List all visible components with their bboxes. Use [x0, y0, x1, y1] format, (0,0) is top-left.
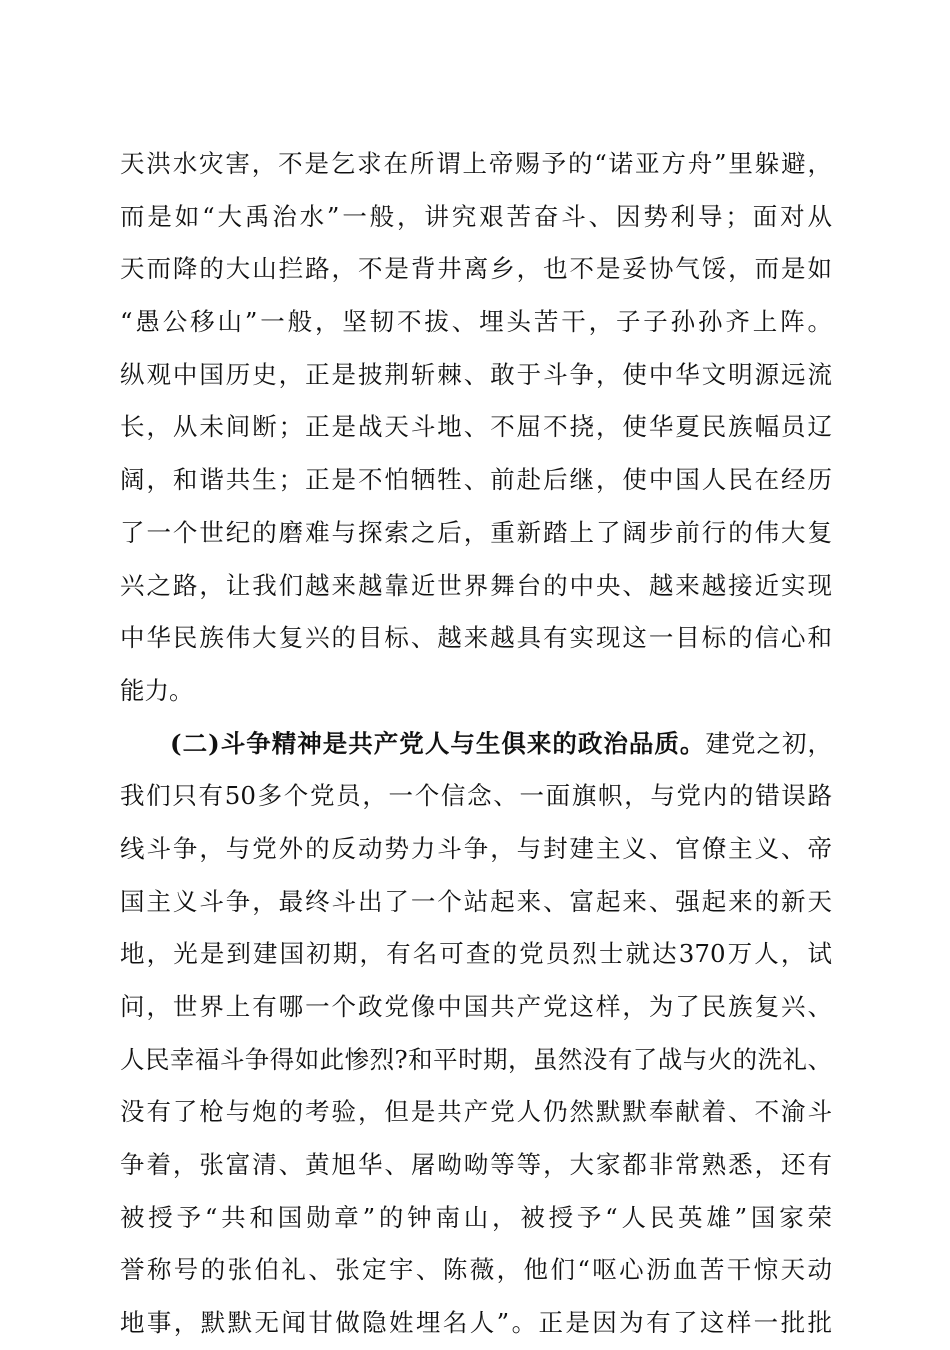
text-line: 而是如“大禹治水”一般，讲究艰苦奋斗、因势利导；面对从	[120, 201, 832, 231]
text-line: “愚公移山”一般，坚韧不拔、埋头苦干，子子孙孙齐上阵。	[120, 307, 832, 337]
text-line: 中华民族伟大复兴的目标、越来越具有实现这一目标的信心和	[120, 623, 832, 653]
text-line: 争着，张富清、黄旭华、屠呦呦等等，大家都非常熟悉，还有	[120, 1150, 832, 1180]
text-line: 地事，默默无闻甘做隐姓埋名人”。正是因为有了这样一批批	[120, 1308, 832, 1338]
text-line: 阔，和谐共生；正是不怕牺牲、前赴后继，使中国人民在经历	[120, 465, 832, 495]
text-line: 人民幸福斗争得如此惨烈?和平时期，虽然没有了战与火的洗礼、	[120, 1044, 832, 1074]
text-line: 没有了枪与炮的考验，但是共产党人仍然默默奉献着、不渝斗	[120, 1097, 832, 1127]
body-text	[120, 138, 832, 1350]
text-line: 天而降的大山拦路，不是背井离乡，也不是妥协气馁，而是如	[120, 254, 832, 284]
section-heading-line	[120, 718, 832, 771]
text-line: 誉称号的张伯礼、张定宇、陈薇，他们“呕心沥血苦干惊天动	[120, 1255, 832, 1285]
text-line: 了一个世纪的磨难与探索之后，重新踏上了阔步前行的伟大复	[120, 517, 832, 547]
text-line: 问，世界上有哪一个政党像中国共产党这样，为了民族复兴、	[120, 992, 832, 1021]
text-line: 能力。	[120, 675, 194, 705]
text-line: 兴之路，让我们越来越靠近世界舞台的中央、越来越接近实现	[120, 570, 832, 600]
text-line: 长，从未间断；正是战天斗地、不屈不挠，使华夏民族幅员辽	[120, 412, 832, 442]
text-line: 国主义斗争，最终斗出了一个站起来、富起来、强起来的新天	[120, 886, 832, 916]
text-line: 被授予“共和国勋章”的钟南山，被授予“人民英雄”国家荣	[120, 1202, 832, 1232]
text-line: 天洪水灾害，不是乞求在所谓上帝赐予的“诺亚方舟”里躲避，	[120, 149, 832, 178]
text-line: 地，光是到建国初期，有名可查的党员烈士就达370万人，试	[120, 939, 832, 969]
section-heading: (二)斗争精神是共产党人与生俱来的政治品质。	[170, 728, 706, 758]
text-line: 我们只有50多个党员，一个信念、一面旗帜，与党内的错误路	[120, 781, 832, 811]
text-line: 纵观中国历史，正是披荆斩棘、敢于斗争，使中华文明源远流	[120, 359, 832, 389]
text-line: 线斗争，与党外的反动势力斗争，与封建主义、官僚主义、帝	[120, 833, 832, 863]
text-line-rest: 建党之初，	[705, 728, 832, 758]
